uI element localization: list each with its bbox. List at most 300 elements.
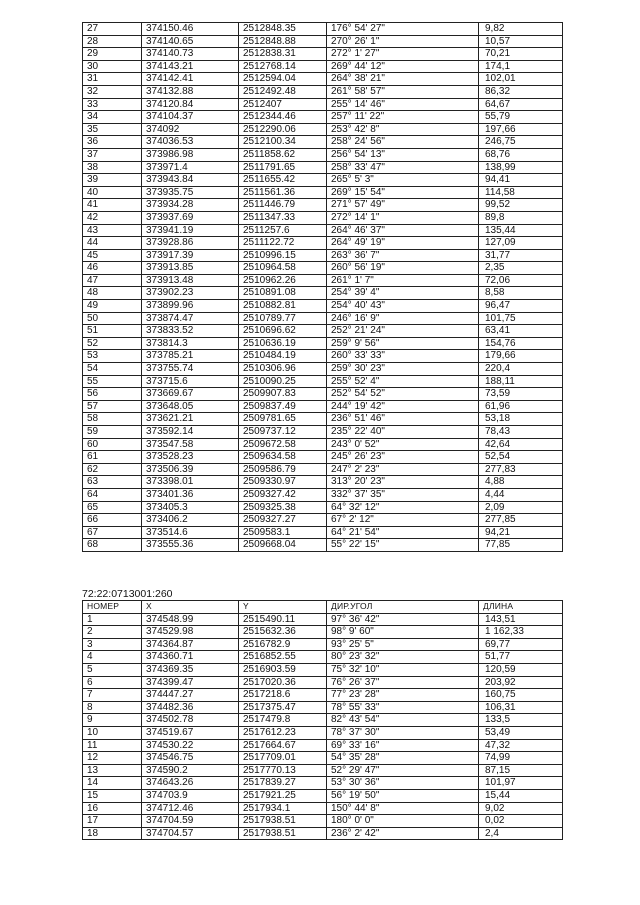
cell-length: 94,41 <box>479 174 563 187</box>
cell-number: 39 <box>83 174 142 187</box>
coordinates-table-2-body <box>83 613 563 840</box>
cell-y: 2510484.19 <box>239 350 327 363</box>
cell-number: 63 <box>83 476 142 489</box>
cell-x: 373715.6 <box>142 375 239 388</box>
cell-length: 10,57 <box>479 35 563 48</box>
table-row <box>83 98 563 111</box>
cell-y: 2517709.01 <box>239 752 327 765</box>
cell-length: 77,85 <box>479 539 563 552</box>
cell-direction-angle: 258° 24' 56" <box>327 136 479 149</box>
cell-y: 2516903.59 <box>239 663 327 676</box>
cell-length: 31,77 <box>479 249 563 262</box>
cell-number: 6 <box>83 676 142 689</box>
table-row <box>83 539 563 552</box>
table-row <box>83 274 563 287</box>
cell-x: 374643.26 <box>142 777 239 790</box>
cell-number: 1 <box>83 613 142 626</box>
cell-direction-angle: 264° 38' 21" <box>327 73 479 86</box>
table-row <box>83 375 563 388</box>
cell-y: 2509330.97 <box>239 476 327 489</box>
cell-number: 54 <box>83 363 142 376</box>
table-row <box>83 237 563 250</box>
cell-direction-angle: 97° 36' 42" <box>327 613 479 626</box>
cell-length: 102,01 <box>479 73 563 86</box>
cell-direction-angle: 76° 26' 37" <box>327 676 479 689</box>
cell-y: 2510306.96 <box>239 363 327 376</box>
cell-x: 373398.01 <box>142 476 239 489</box>
cell-number: 38 <box>83 161 142 174</box>
cell-y: 2509327.27 <box>239 514 327 527</box>
table-row <box>83 136 563 149</box>
cell-direction-angle: 80° 23' 32" <box>327 651 479 664</box>
table-row <box>83 802 563 815</box>
cell-length: 74,99 <box>479 752 563 765</box>
cell-number: 64 <box>83 488 142 501</box>
table-row <box>83 764 563 777</box>
cell-number: 53 <box>83 350 142 363</box>
cell-x: 373648.05 <box>142 400 239 413</box>
table-row <box>83 23 563 36</box>
cell-x: 374142.41 <box>142 73 239 86</box>
table-row <box>83 463 563 476</box>
coordinates-table-2 <box>82 600 563 840</box>
cell-number: 10 <box>83 726 142 739</box>
cell-x: 374482.36 <box>142 701 239 714</box>
cell-length: 4,44 <box>479 488 563 501</box>
coordinates-table-1-body <box>83 23 563 552</box>
cell-direction-angle: 269° 44' 12" <box>327 60 479 73</box>
table-row <box>83 752 563 765</box>
cell-length: 220,4 <box>479 363 563 376</box>
cell-direction-angle: 265° 5' 3" <box>327 174 479 187</box>
cell-length: 114,58 <box>479 186 563 199</box>
table-row <box>83 363 563 376</box>
cell-length: 160,75 <box>479 689 563 702</box>
table-row <box>83 514 563 527</box>
cell-x: 373917.39 <box>142 249 239 262</box>
table-row <box>83 35 563 48</box>
cell-direction-angle: 77° 23' 28" <box>327 689 479 702</box>
cell-direction-angle: 54° 35' 28" <box>327 752 479 765</box>
cell-x: 373986.98 <box>142 148 239 161</box>
cell-direction-angle: 254° 39' 4" <box>327 287 479 300</box>
cell-direction-angle: 244° 19' 42" <box>327 400 479 413</box>
cell-number: 5 <box>83 663 142 676</box>
cell-length: 99,52 <box>479 199 563 212</box>
cell-x: 373547.58 <box>142 438 239 451</box>
table-row <box>83 451 563 464</box>
cell-length: 4,88 <box>479 476 563 489</box>
table-row <box>83 413 563 426</box>
cell-length: 89,8 <box>479 211 563 224</box>
table-row <box>83 325 563 338</box>
cell-direction-angle: 69° 33' 16" <box>327 739 479 752</box>
cell-number: 34 <box>83 111 142 124</box>
cell-number: 32 <box>83 85 142 98</box>
cell-number: 14 <box>83 777 142 790</box>
cell-y: 2509781.65 <box>239 413 327 426</box>
cell-x: 373937.69 <box>142 211 239 224</box>
cell-x: 373833.52 <box>142 325 239 338</box>
cell-direction-angle: 272° 1' 27" <box>327 48 479 61</box>
cell-y: 2511561.36 <box>239 186 327 199</box>
cell-x: 373814.3 <box>142 337 239 350</box>
cell-length: 203,92 <box>479 676 563 689</box>
header-number: НОМЕР <box>83 601 142 614</box>
cell-y: 2510964.58 <box>239 262 327 275</box>
cell-y: 2511257.6 <box>239 224 327 237</box>
table-row <box>83 488 563 501</box>
table-row <box>83 161 563 174</box>
cell-length: 9,02 <box>479 802 563 815</box>
cell-x: 373943.84 <box>142 174 239 187</box>
cell-number: 45 <box>83 249 142 262</box>
cell-x: 374132.88 <box>142 85 239 98</box>
cell-number: 8 <box>83 701 142 714</box>
cell-direction-angle: 264° 46' 37" <box>327 224 479 237</box>
cell-direction-angle: 245° 26' 23" <box>327 451 479 464</box>
cell-number: 36 <box>83 136 142 149</box>
cell-y: 2509325.38 <box>239 501 327 514</box>
cell-length: 174,1 <box>479 60 563 73</box>
table-row <box>83 726 563 739</box>
cell-y: 2512492.48 <box>239 85 327 98</box>
cell-x: 374120.84 <box>142 98 239 111</box>
cell-x: 374143.21 <box>142 60 239 73</box>
cell-length: 0,02 <box>479 815 563 828</box>
cell-direction-angle: 256° 54' 13" <box>327 148 479 161</box>
table-row <box>83 651 563 664</box>
cell-direction-angle: 243° 0' 52" <box>327 438 479 451</box>
cell-number: 11 <box>83 739 142 752</box>
cell-number: 49 <box>83 300 142 313</box>
table-row <box>83 701 563 714</box>
cell-length: 94,21 <box>479 526 563 539</box>
cell-direction-angle: 260° 33' 33" <box>327 350 479 363</box>
table-row <box>83 426 563 439</box>
cell-direction-angle: 254° 40' 43" <box>327 300 479 313</box>
cell-direction-angle: 263° 36' 7" <box>327 249 479 262</box>
cell-direction-angle: 55° 22' 15" <box>327 539 479 552</box>
cell-number: 40 <box>83 186 142 199</box>
cell-x: 373971.4 <box>142 161 239 174</box>
cell-length: 135,44 <box>479 224 563 237</box>
cell-direction-angle: 235° 22' 40" <box>327 426 479 439</box>
cell-x: 373902.23 <box>142 287 239 300</box>
table-row <box>83 714 563 727</box>
cell-length: 68,76 <box>479 148 563 161</box>
cell-number: 2 <box>83 626 142 639</box>
cell-length: 127,09 <box>479 237 563 250</box>
table-row <box>83 663 563 676</box>
cell-direction-angle: 150° 44' 8" <box>327 802 479 815</box>
cell-length: 8,58 <box>479 287 563 300</box>
cell-x: 374140.73 <box>142 48 239 61</box>
table-header-row <box>83 601 563 614</box>
cell-number: 47 <box>83 274 142 287</box>
cell-number: 55 <box>83 375 142 388</box>
cell-direction-angle: 56° 19' 50" <box>327 789 479 802</box>
table-row <box>83 211 563 224</box>
cell-length: 78,43 <box>479 426 563 439</box>
table-row <box>83 148 563 161</box>
cell-x: 373514.6 <box>142 526 239 539</box>
cell-number: 61 <box>83 451 142 464</box>
cell-direction-angle: 82° 43' 54" <box>327 714 479 727</box>
cell-direction-angle: 78° 55' 33" <box>327 701 479 714</box>
cell-y: 2509737.12 <box>239 426 327 439</box>
cell-y: 2511655.42 <box>239 174 327 187</box>
table-row <box>83 312 563 325</box>
cell-direction-angle: 257° 11' 22" <box>327 111 479 124</box>
table-row <box>83 73 563 86</box>
cell-y: 2517934.1 <box>239 802 327 815</box>
cell-x: 374502.78 <box>142 714 239 727</box>
cell-length: 1 162,33 <box>479 626 563 639</box>
cell-x: 374369.35 <box>142 663 239 676</box>
cell-x: 373506.39 <box>142 463 239 476</box>
table-row <box>83 777 563 790</box>
cell-y: 2510962.26 <box>239 274 327 287</box>
cell-direction-angle: 252° 54' 52" <box>327 388 479 401</box>
cell-y: 2512848.35 <box>239 23 327 36</box>
table-row <box>83 111 563 124</box>
cell-direction-angle: 67° 2' 12" <box>327 514 479 527</box>
cell-y: 2515632.36 <box>239 626 327 639</box>
cell-y: 2509583.1 <box>239 526 327 539</box>
cell-x: 373874.47 <box>142 312 239 325</box>
cell-direction-angle: 78° 37' 30" <box>327 726 479 739</box>
cell-direction-angle: 247° 2' 23" <box>327 463 479 476</box>
cell-length: 53,18 <box>479 413 563 426</box>
cell-direction-angle: 236° 51' 46" <box>327 413 479 426</box>
cell-direction-angle: 313° 20' 23" <box>327 476 479 489</box>
cell-number: 66 <box>83 514 142 527</box>
cell-x: 374399.47 <box>142 676 239 689</box>
cell-x: 373899.96 <box>142 300 239 313</box>
table-row <box>83 60 563 73</box>
cell-y: 2517375.47 <box>239 701 327 714</box>
cell-number: 48 <box>83 287 142 300</box>
cell-y: 2517938.51 <box>239 815 327 828</box>
cell-x: 374519.67 <box>142 726 239 739</box>
cell-direction-angle: 260° 56' 19" <box>327 262 479 275</box>
cell-number: 59 <box>83 426 142 439</box>
cell-length: 47,32 <box>479 739 563 752</box>
cell-x: 373935.75 <box>142 186 239 199</box>
cell-direction-angle: 252° 21' 24" <box>327 325 479 338</box>
cell-number: 42 <box>83 211 142 224</box>
cell-length: 87,15 <box>479 764 563 777</box>
table-row <box>83 789 563 802</box>
cell-length: 72,06 <box>479 274 563 287</box>
cell-number: 51 <box>83 325 142 338</box>
cell-length: 120,59 <box>479 663 563 676</box>
cell-length: 277,83 <box>479 463 563 476</box>
cell-length: 9,82 <box>479 23 563 36</box>
cell-x: 374092 <box>142 123 239 136</box>
cell-x: 373913.48 <box>142 274 239 287</box>
cell-direction-angle: 98° 9' 60" <box>327 626 479 639</box>
cell-number: 52 <box>83 337 142 350</box>
cell-y: 2509668.04 <box>239 539 327 552</box>
cell-direction-angle: 272° 14' 1" <box>327 211 479 224</box>
table-row <box>83 287 563 300</box>
cell-x: 373592.14 <box>142 426 239 439</box>
cell-x: 374104.37 <box>142 111 239 124</box>
cell-y: 2516852.55 <box>239 651 327 664</box>
cell-y: 2512290.06 <box>239 123 327 136</box>
header-length: ДЛИНА <box>479 601 563 614</box>
table-row <box>83 186 563 199</box>
table-row <box>83 438 563 451</box>
table-row <box>83 123 563 136</box>
cell-y: 2512594.04 <box>239 73 327 86</box>
cell-y: 2510789.77 <box>239 312 327 325</box>
cell-length: 96,47 <box>479 300 563 313</box>
cell-direction-angle: 270° 26' 1" <box>327 35 479 48</box>
cell-x: 374703.9 <box>142 789 239 802</box>
cell-y: 2510090.25 <box>239 375 327 388</box>
cell-number: 33 <box>83 98 142 111</box>
cell-y: 2517020.36 <box>239 676 327 689</box>
cell-x: 373401.36 <box>142 488 239 501</box>
cell-direction-angle: 53° 30' 36" <box>327 777 479 790</box>
cell-direction-angle: 253° 42' 8" <box>327 123 479 136</box>
table-row <box>83 388 563 401</box>
cell-length: 51,77 <box>479 651 563 664</box>
table-row <box>83 501 563 514</box>
cell-y: 2517938.51 <box>239 827 327 840</box>
cell-x: 374360.71 <box>142 651 239 664</box>
cell-number: 12 <box>83 752 142 765</box>
cell-x: 373406.2 <box>142 514 239 527</box>
cell-number: 56 <box>83 388 142 401</box>
cell-direction-angle: 246° 16' 9" <box>327 312 479 325</box>
header-y: Y <box>239 601 327 614</box>
cell-direction-angle: 264° 49' 19" <box>327 237 479 250</box>
cell-x: 373755.74 <box>142 363 239 376</box>
cell-length: 15,44 <box>479 789 563 802</box>
cell-number: 67 <box>83 526 142 539</box>
table-row <box>83 827 563 840</box>
cell-x: 373528.23 <box>142 451 239 464</box>
cell-direction-angle: 75° 32' 10" <box>327 663 479 676</box>
cell-length: 138,99 <box>479 161 563 174</box>
cell-y: 2511347.33 <box>239 211 327 224</box>
cell-direction-angle: 332° 37' 35" <box>327 488 479 501</box>
cell-x: 374704.57 <box>142 827 239 840</box>
table-row <box>83 739 563 752</box>
cell-y: 2517664.67 <box>239 739 327 752</box>
table-row <box>83 249 563 262</box>
cell-y: 2509327.42 <box>239 488 327 501</box>
cell-length: 70,21 <box>479 48 563 61</box>
cell-x: 373669.67 <box>142 388 239 401</box>
cell-direction-angle: 236° 2' 42" <box>327 827 479 840</box>
cell-number: 16 <box>83 802 142 815</box>
table-row <box>83 174 563 187</box>
cell-length: 197,66 <box>479 123 563 136</box>
cell-number: 29 <box>83 48 142 61</box>
cell-direction-angle: 176° 54' 27" <box>327 23 479 36</box>
cell-number: 31 <box>83 73 142 86</box>
cell-x: 374364.87 <box>142 638 239 651</box>
cell-direction-angle: 64° 32' 12" <box>327 501 479 514</box>
cell-length: 2,4 <box>479 827 563 840</box>
cell-y: 2510996.15 <box>239 249 327 262</box>
cell-y: 2511122.72 <box>239 237 327 250</box>
table-row <box>83 337 563 350</box>
cell-x: 374150.46 <box>142 23 239 36</box>
cell-y: 2512848.88 <box>239 35 327 48</box>
cell-direction-angle: 259° 30' 23" <box>327 363 479 376</box>
cell-y: 2516782.9 <box>239 638 327 651</box>
cell-direction-angle: 64° 21' 54" <box>327 526 479 539</box>
cell-number: 27 <box>83 23 142 36</box>
cell-x: 374704.59 <box>142 815 239 828</box>
cell-direction-angle: 255° 14' 46" <box>327 98 479 111</box>
cell-y: 2512768.14 <box>239 60 327 73</box>
cell-number: 57 <box>83 400 142 413</box>
cell-x: 374548.99 <box>142 613 239 626</box>
cell-length: 73,59 <box>479 388 563 401</box>
table-row <box>83 526 563 539</box>
cell-y: 2517612.23 <box>239 726 327 739</box>
cell-x: 374447.27 <box>142 689 239 702</box>
cell-x: 373621.21 <box>142 413 239 426</box>
header-direction-angle: ДИР.УГОЛ <box>327 601 479 614</box>
cell-direction-angle: 180° 0' 0" <box>327 815 479 828</box>
cell-x: 374590.2 <box>142 764 239 777</box>
cell-length: 42,64 <box>479 438 563 451</box>
cell-y: 2509586.79 <box>239 463 327 476</box>
cell-number: 50 <box>83 312 142 325</box>
cell-x: 373913.85 <box>142 262 239 275</box>
cell-y: 2512344.46 <box>239 111 327 124</box>
cell-y: 2512407 <box>239 98 327 111</box>
cell-x: 374712.46 <box>142 802 239 815</box>
table-row <box>83 224 563 237</box>
cell-length: 101,97 <box>479 777 563 790</box>
cell-y: 2517921.25 <box>239 789 327 802</box>
cell-number: 65 <box>83 501 142 514</box>
cell-x: 374036.53 <box>142 136 239 149</box>
cell-number: 41 <box>83 199 142 212</box>
cell-number: 44 <box>83 237 142 250</box>
cell-direction-angle: 52° 29' 47" <box>327 764 479 777</box>
cell-direction-angle: 261° 58' 57" <box>327 85 479 98</box>
cell-x: 373928.86 <box>142 237 239 250</box>
cell-y: 2511858.62 <box>239 148 327 161</box>
cell-number: 37 <box>83 148 142 161</box>
cell-length: 133,5 <box>479 714 563 727</box>
table-row <box>83 626 563 639</box>
cell-y: 2509837.49 <box>239 400 327 413</box>
cell-number: 43 <box>83 224 142 237</box>
cell-y: 2512100.34 <box>239 136 327 149</box>
cell-y: 2510636.19 <box>239 337 327 350</box>
table-row <box>83 689 563 702</box>
cell-number: 60 <box>83 438 142 451</box>
cell-x: 374530.22 <box>142 739 239 752</box>
cell-direction-angle: 269° 15' 54" <box>327 186 479 199</box>
cell-y: 2509672.58 <box>239 438 327 451</box>
cell-number: 9 <box>83 714 142 727</box>
cell-length: 53,49 <box>479 726 563 739</box>
cell-length: 2,09 <box>479 501 563 514</box>
table-row <box>83 476 563 489</box>
